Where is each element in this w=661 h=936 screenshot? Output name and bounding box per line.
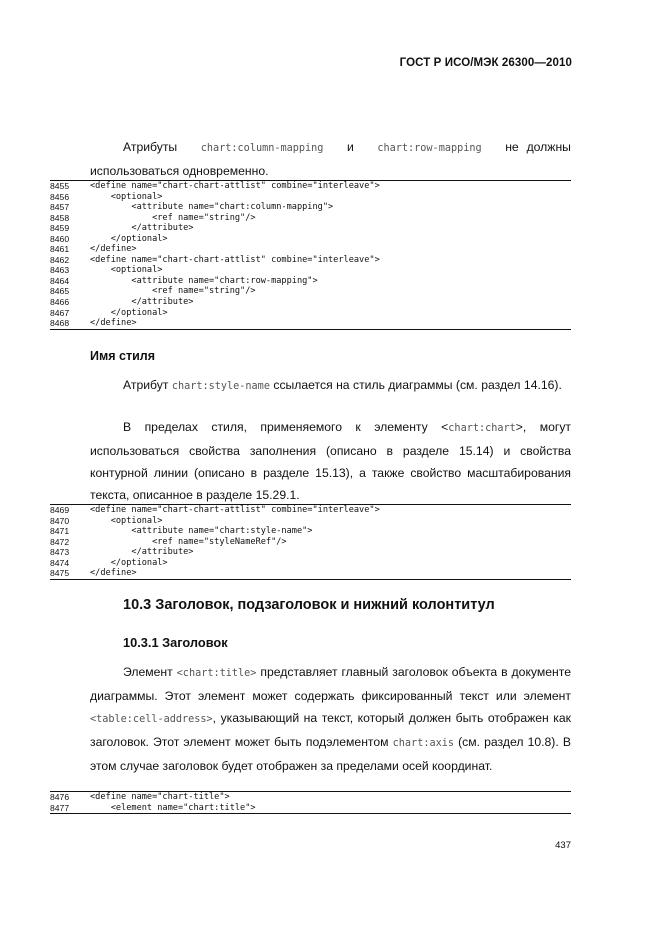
- code-text: <ref name="string"/>: [90, 286, 256, 297]
- line-number: 8465: [50, 286, 70, 297]
- code-text: <optional>: [90, 191, 163, 202]
- line-number: 8469: [50, 505, 70, 515]
- code-line: [50, 792, 571, 803]
- code-line: [50, 803, 571, 814]
- line-number: 8464: [50, 275, 70, 286]
- code-inline: <chart:title>: [176, 668, 257, 679]
- code-text: </define>: [90, 244, 137, 255]
- code-line: [50, 234, 571, 245]
- line-number: 8468: [50, 318, 70, 329]
- text: Атрибут: [123, 378, 169, 392]
- code-text: <define name="chart-title">: [90, 792, 230, 802]
- code-line: [50, 505, 571, 516]
- page-header: ГОСТ Р ИСО/МЭК 26300—2010: [399, 57, 572, 69]
- line-number: 8456: [50, 191, 70, 202]
- code-line: [50, 558, 571, 569]
- page-number: 437: [555, 840, 571, 851]
- code-text: </attribute>: [90, 297, 194, 308]
- code-text: </define>: [90, 568, 137, 579]
- code-line: [50, 202, 571, 213]
- code-text: </attribute>: [90, 223, 194, 234]
- code-inline: chart:column-mapping: [200, 143, 324, 154]
- code-line: [50, 318, 571, 329]
- code-text: <define name="chart-chart-attlist" combine="interleave">: [90, 505, 380, 515]
- code-line: [50, 547, 571, 558]
- code-text: </attribute>: [90, 547, 194, 558]
- text: Элемент: [123, 665, 173, 679]
- code-line: [50, 537, 571, 548]
- line-number: 8477: [50, 802, 70, 813]
- paragraph-chart-title: [90, 661, 571, 777]
- line-number: 8470: [50, 515, 70, 526]
- text: Атрибуты: [123, 140, 178, 154]
- code-text: <attribute name="chart:row-mapping">: [90, 275, 318, 286]
- code-line: [50, 181, 571, 192]
- paragraph-mapping-note: [90, 136, 571, 182]
- text: , указывающий на текст, который должен быть отображен как заголовок. Этот элемент может быть подэлементом: [90, 711, 571, 749]
- code-line: [50, 308, 571, 319]
- code-inline: chart:row-mapping: [377, 143, 482, 154]
- code-text: <ref name="string"/>: [90, 212, 256, 223]
- text: не должны использоваться одновременно.: [90, 140, 571, 178]
- line-number: 8476: [50, 792, 70, 802]
- text: представляет главный заголовок объекта в документе диаграммы. Этот элемент может содержать фиксированный текст или элемент: [90, 665, 571, 703]
- line-number: 8457: [50, 202, 70, 213]
- code-text: <optional>: [90, 265, 163, 276]
- code-text: </optional>: [90, 557, 168, 568]
- line-number: 8472: [50, 536, 70, 547]
- code-block-chart-title: [50, 791, 571, 814]
- text: ссылается на стиль диаграммы (см. раздел 14.16).: [273, 378, 562, 392]
- code-inline: chart:axis: [392, 738, 454, 749]
- paragraph-style-name: [90, 374, 571, 398]
- code-inline: chart:style-name: [171, 381, 270, 392]
- line-number: 8473: [50, 547, 70, 558]
- code-line: [50, 526, 571, 537]
- code-line: [50, 516, 571, 527]
- line-number: 8461: [50, 244, 70, 255]
- code-text: <attribute name="chart:column-mapping">: [90, 202, 334, 213]
- code-line: [50, 213, 571, 224]
- line-number: 8459: [50, 223, 70, 234]
- code-line: [50, 265, 571, 276]
- line-number: 8455: [50, 181, 70, 191]
- code-inline: chart:chart: [448, 423, 516, 434]
- code-text: <element name="chart:title">: [90, 802, 256, 813]
- line-number: 8460: [50, 233, 70, 244]
- code-text: <ref name="styleNameRef"/>: [90, 536, 287, 547]
- paragraph-style-properties: [90, 416, 571, 506]
- line-number: 8475: [50, 568, 70, 579]
- line-number: 8463: [50, 265, 70, 276]
- text: В пределах стиля, применяемого к элементу <: [123, 420, 449, 434]
- code-text: <define name="chart-chart-attlist" combine="interleave">: [90, 181, 380, 191]
- code-line: [50, 276, 571, 287]
- code-line: [50, 192, 571, 203]
- code-line: [50, 223, 571, 234]
- text: и: [346, 140, 354, 154]
- code-inline: <table:cell-address>: [90, 714, 213, 725]
- code-line: [50, 297, 571, 308]
- code-text: </optional>: [90, 233, 168, 244]
- line-number: 8471: [50, 526, 70, 537]
- line-number: 8458: [50, 212, 70, 223]
- code-text: </define>: [90, 318, 137, 329]
- line-number: 8467: [50, 307, 70, 318]
- heading-style-name: Имя стиля: [90, 349, 155, 363]
- code-text: </optional>: [90, 307, 168, 318]
- code-text: <attribute name="chart:style-name">: [90, 526, 313, 537]
- code-line: [50, 286, 571, 297]
- code-line: [50, 255, 571, 266]
- text: >, могут использоваться свойства заполнения (описано в разделе 15.14) и свойства контурной линии (описано в разделе 15.13), а также свойство масштабирования текста, описанное в разделе 15.29.1.: [90, 420, 571, 502]
- code-line: [50, 244, 571, 255]
- line-number: 8462: [50, 254, 70, 265]
- line-number: 8474: [50, 557, 70, 568]
- text: (см. раздел 10.8). В этом случае заголовок будет отображен за пределами осей координат.: [90, 735, 571, 773]
- code-line: [50, 568, 571, 579]
- code-text: <define name="chart-chart-attlist" combine="interleave">: [90, 254, 380, 265]
- line-number: 8466: [50, 297, 70, 308]
- section-heading: 10.3 Заголовок, подзаголовок и нижний колонтитул: [123, 597, 495, 613]
- subsection-heading: 10.3.1 Заголовок: [123, 635, 228, 650]
- code-block-style-name: [50, 504, 571, 580]
- code-block-mapping: [50, 180, 571, 330]
- code-text: <optional>: [90, 515, 163, 526]
